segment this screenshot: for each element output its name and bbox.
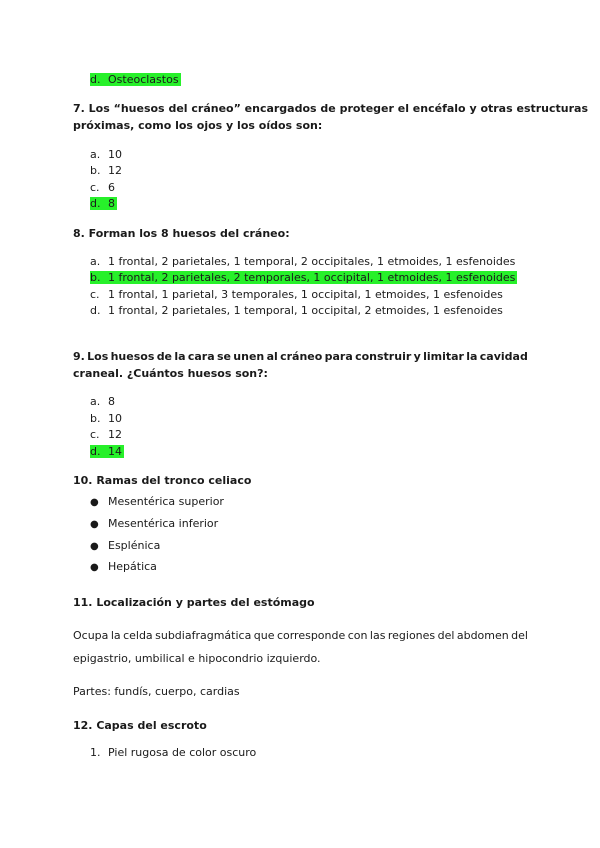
list-item-text: Mesentérica inferior [108,517,219,530]
list-item-text: Esplénica [108,539,161,552]
list-item-text: Hepática [108,560,157,573]
q10-title: 10. Ramas del tronco celiaco [73,474,252,487]
word: Los [87,350,109,363]
word: limitar [423,350,464,363]
word: corresponde [276,629,346,642]
q7-option-c [90,180,115,195]
option-text: 12 [108,164,122,177]
bullet-icon: ● [90,519,99,530]
option-text: 14 [108,445,122,458]
list-item-text: Piel rugosa de color oscuro [108,746,257,759]
option-letter: b. [90,412,101,425]
word: la [110,629,121,642]
list-item [90,516,218,531]
word: abdomen [456,629,509,642]
list-item [90,559,157,574]
option-text: 8 [108,395,115,408]
list-number: 1. [90,746,101,759]
option-letter: c. [90,428,100,441]
q9-title-line1 [73,348,528,365]
word: para [324,350,353,363]
option-text: 1 frontal, 2 parietales, 1 temporal, 1 occipital, 2 etmoides, 1 esfenoides [108,304,503,317]
option-letter: c. [90,288,100,301]
word: que [253,629,275,642]
word: celda [123,629,153,642]
option-letter: a. [90,395,101,408]
option-text: 12 [108,428,122,441]
word: las [369,629,386,642]
bullet-icon: ● [90,541,99,552]
word: del [437,629,455,642]
word: la [466,350,478,363]
word: huesos [110,350,155,363]
word: la [174,350,186,363]
q9-title-line2: craneal. ¿Cuántos huesos son?: [73,367,268,380]
word: regiones [387,629,436,642]
option-letter: d. [90,73,101,86]
q9-option-a [90,394,115,409]
word: del [511,629,528,642]
list-item-text: Mesentérica superior [108,495,224,508]
option-text: 6 [108,181,115,194]
option-text: Osteoclastos [108,73,179,86]
word: y [413,350,421,363]
option-letter: a. [90,255,101,268]
option-letter: b. [90,164,101,177]
option-text: 10 [108,412,122,425]
option-letter: a. [90,148,101,161]
option-text: 10 [108,148,122,161]
q11-title: 11. Localización y partes del estómago [73,596,315,609]
q7-title-line1: 7. Los “huesos del cráneo” encargados de proteger el encéfalo y otras estructuras [73,102,589,115]
list-item [90,494,224,509]
q8-title: 8. Forman los 8 huesos del cráneo: [73,227,290,240]
word: al [266,350,278,363]
option-text: 1 frontal, 2 parietales, 1 temporal, 2 occipitales, 1 etmoides, 1 esfenoides [108,255,516,268]
word: cara [187,350,215,363]
q8-option-c [90,287,503,302]
word: construir [355,350,412,363]
bullet-icon: ● [90,497,99,508]
q11-paragraph-line2: epigastrio, umbilical e hipocondrio izquierdo. [73,652,321,665]
bullet-icon: ● [90,562,99,573]
q8-option-b [90,270,517,285]
q7-title-line2: próximas, como los ojos y los oídos son: [73,119,323,132]
word: con [347,629,368,642]
word: se [216,350,231,363]
q11-paragraph-line1 [73,628,528,643]
word: de [156,350,173,363]
word: Ocupa [73,629,109,642]
option-text: 8 [108,197,115,210]
q8-option-d [90,303,503,318]
option-text: 1 frontal, 2 parietales, 2 temporales, 1 occipital, 1 etmoides, 1 esfenoides [108,271,516,284]
option-letter: b. [90,271,101,284]
q8-option-a [90,254,515,269]
option-letter: d. [90,445,101,458]
q7-option-b [90,163,122,178]
q6-option-d [90,72,181,87]
list-item [90,538,160,553]
list-item [90,745,256,760]
option-text: 1 frontal, 1 parietal, 3 temporales, 1 occipital, 1 etmoides, 1 esfenoides [108,288,503,301]
q11-parts: Partes: fundís, cuerpo, cardias [73,685,240,698]
word: 9. [73,350,85,363]
q9-option-d [90,444,124,459]
option-letter: d. [90,304,101,317]
q7-option-d [90,196,117,211]
word: cavidad [479,350,528,363]
option-letter: c. [90,181,100,194]
word: subdiafragmática [155,629,252,642]
q7-option-a [90,147,122,162]
q9-option-b [90,411,122,426]
option-letter: d. [90,197,101,210]
word: unen [233,350,265,363]
q9-option-c [90,427,122,442]
q12-title: 12. Capas del escroto [73,719,207,732]
word: cráneo [280,350,323,363]
